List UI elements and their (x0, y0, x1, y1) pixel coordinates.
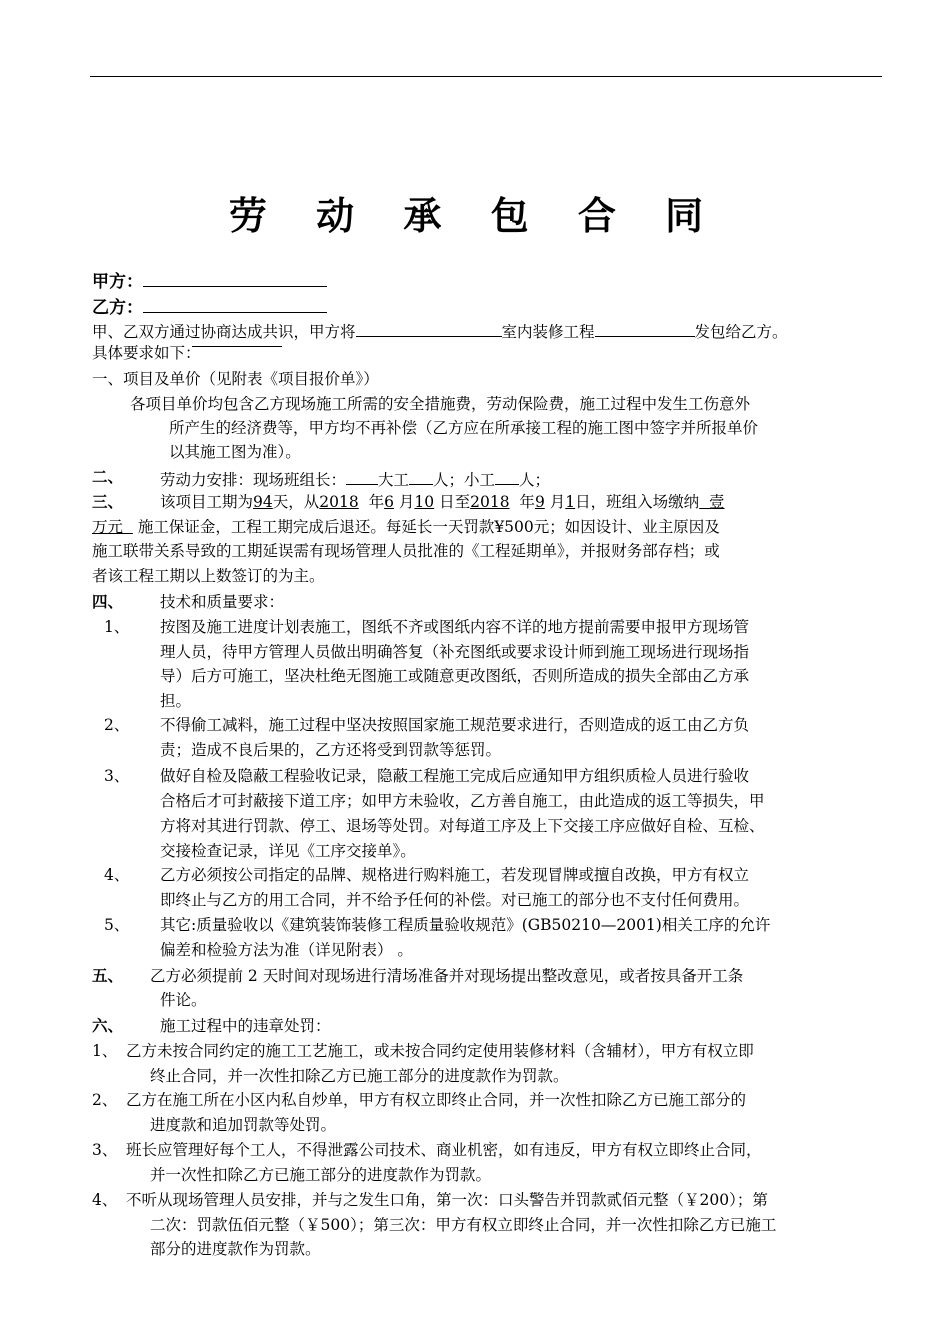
document-title: 劳 动 承 包 合 同 (228, 193, 722, 238)
start-day: 10 (414, 493, 435, 511)
section-2-number: 二、 (92, 467, 124, 486)
intro-line-2: 具体要求如下： (92, 344, 201, 362)
section-1-line-2: 所产生的经济费等，甲方均不再补偿（乙方应在所承接工程的施工图中签字并所报单价 (169, 419, 759, 437)
s4-item-3-line-1: 做好自检及隐蔽工程验收记录，隐蔽工程施工完成后应通知甲方组织质检人员进行验收 (160, 767, 750, 785)
s6-item-1-line-2: 终止合同，并一次性扣除乙方已施工部分的进度款作为罚款。 (150, 1067, 569, 1085)
section-5-line-2: 件论。 (160, 991, 207, 1009)
s4-item-3-number: 3、 (104, 767, 130, 785)
section-1-heading: 一、项目及单价（见附表《项目报价单》） (92, 370, 379, 388)
s4-item-5-line-2: 偏差和检验方法为准（详见附表） 。 (160, 941, 413, 959)
section-5-number: 五、 (92, 966, 124, 985)
section-3-line-4: 者该工程工期以上数签订的为主。 (92, 567, 325, 585)
s6-item-4-number: 4、 (92, 1191, 118, 1209)
duration-days: 94 (253, 493, 273, 511)
section-2-text: 劳动力安排：现场班组长： 大工 人；小工 人； (160, 465, 550, 492)
s4-item-4-line-2: 即终止与乙方的用工合同，并不给予任何的补偿。对已施工的部分也不支付任何费用。 (160, 891, 750, 909)
end-day: 1 (565, 493, 576, 511)
section-3-line-3: 施工联带关系导致的工期延误需有现场管理人员批准的《工程延期单》，并报财务部存档；或 (92, 542, 720, 560)
project-blank (356, 317, 502, 337)
party-b-label: 乙方： (92, 298, 143, 318)
s6-item-2-number: 2、 (92, 1091, 118, 1109)
party-a-blank (143, 267, 327, 287)
s4-item-2-number: 2、 (104, 716, 130, 734)
deposit-amount-2: 万元 (92, 518, 124, 536)
section-1-line-3: 以其施工图为准）。 (169, 443, 301, 461)
s6-item-2-line-2: 进度款和追加罚款等处罚。 (150, 1116, 337, 1134)
s4-item-1-line-2: 理人员，待甲方管理人员做出明确答复（补充图纸或要求设计师到施工现场进行现场指 (160, 643, 750, 661)
intro-line-1: 甲、乙双方通过协商达成共识，甲方将 室内装修工程 发包给乙方。 (92, 317, 788, 344)
party-b-blank (143, 293, 327, 313)
s4-item-1-line-1: 按图及施工进度计划表施工，图纸不齐或图纸内容不详的地方提前需要申报甲方现场管 (160, 618, 750, 636)
party-a-line (92, 267, 327, 294)
section-4-number: 四、 (92, 592, 124, 611)
s6-item-4-line-3: 部分的进度款作为罚款。 (150, 1240, 321, 1258)
section-5-line-1: 乙方必须提前 2 天时间对现场进行清场准备并对现场提出整改意见，或者按具备开工条 (150, 967, 744, 985)
header-rule (90, 76, 882, 77)
s4-item-3-line-4: 交接检查记录，详见《工序交接单》。 (160, 842, 416, 860)
s4-item-4-line-1: 乙方必须按公司指定的品牌、规格进行购料施工，若发现冒牌或擅自改换，甲方有权立 (160, 866, 750, 884)
section-3-number: 三、 (92, 492, 124, 511)
section-4-heading: 技术和质量要求： (160, 593, 285, 611)
s4-item-5-number: 5、 (104, 916, 130, 934)
s6-item-4-line-1: 不听从现场管理人员安排，并与之发生口角，第一次：口头警告并罚款贰佰元整（￥200）；第 (126, 1191, 768, 1209)
start-month: 6 (384, 493, 394, 511)
project-blank-2 (595, 317, 695, 337)
s6-item-4-line-2: 二次：罚款伍佰元整（￥500）；第三次：甲方有权立即终止合同，并一次性扣除乙方已施工 (150, 1216, 777, 1234)
section-6-heading: 施工过程中的违章处罚： (160, 1017, 331, 1035)
party-b-line (92, 293, 327, 320)
s6-item-3-line-1: 班长应管理好每个工人，不得泄露公司技术、商业机密，如有违反，甲方有权立即终止合同， (126, 1141, 762, 1159)
s4-item-1-number: 1、 (104, 618, 130, 636)
deposit-amount-1: 壹 (709, 493, 725, 511)
section-1-line-1: 各项目单价均包含乙方现场施工所需的安全措施费，劳动保险费，施工过程中发生工伤意外 (130, 395, 751, 413)
s6-item-1-number: 1、 (92, 1042, 118, 1060)
s6-item-3-number: 3、 (92, 1141, 118, 1159)
s6-item-2-line-1: 乙方在施工所在小区内私自炒单，甲方有权立即终止合同，并一次性扣除乙方已施工部分的 (126, 1091, 747, 1109)
intro-underline (192, 346, 282, 347)
end-month: 9 (534, 493, 545, 511)
section-3-line-2: 万元 施工保证金，工程工期完成后退还。每延长一天罚款¥500元；如因设计、业主原因及 (92, 518, 720, 536)
s4-item-1-line-4: 担。 (160, 692, 192, 710)
end-year: 2018 (470, 493, 510, 511)
s4-item-4-number: 4、 (104, 866, 130, 884)
s4-item-2-line-1: 不得偷工减料，施工过程中坚决按照国家施工规范要求进行，否则造成的返工由乙方负 (160, 716, 750, 734)
s4-item-1-line-3: 导）后方可施工，坚决杜绝无图施工或随意更改图纸，否则所造成的损失全部由乙方承 (160, 667, 750, 685)
s6-item-1-line-1: 乙方未按合同约定的施工工艺施工，或未按合同约定使用装修材料（含辅材），甲方有权立即 (126, 1042, 754, 1060)
s6-item-3-line-2: 并一次性扣除乙方已施工部分的进度款作为罚款。 (150, 1166, 492, 1184)
section-6-number: 六、 (92, 1016, 124, 1035)
s4-item-3-line-2: 合格后才可封蔽接下道工序；如甲方未验收，乙方善自施工，由此造成的返工等损失，甲 (160, 792, 765, 810)
s4-item-5-line-1: 其它:质量验收以《建筑装饰装修工程质量验收规范》(GB50210—2001)相关工序的允许 (160, 916, 771, 934)
s4-item-3-line-3: 方将对其进行罚款、停工、退场等处罚。对每道工序及上下交接工序应做好自检、互检、 (160, 817, 765, 835)
start-year: 2018 (319, 493, 359, 511)
party-a-label: 甲方： (92, 272, 143, 292)
section-3-line-1: 该项目工期为94天，从2018 年6 月10 日至2018 年9 月1日，班组入场缴纳 壹 (160, 493, 725, 511)
s4-item-2-line-2: 责；造成不良后果的，乙方还将受到罚款等惩罚。 (160, 741, 502, 759)
